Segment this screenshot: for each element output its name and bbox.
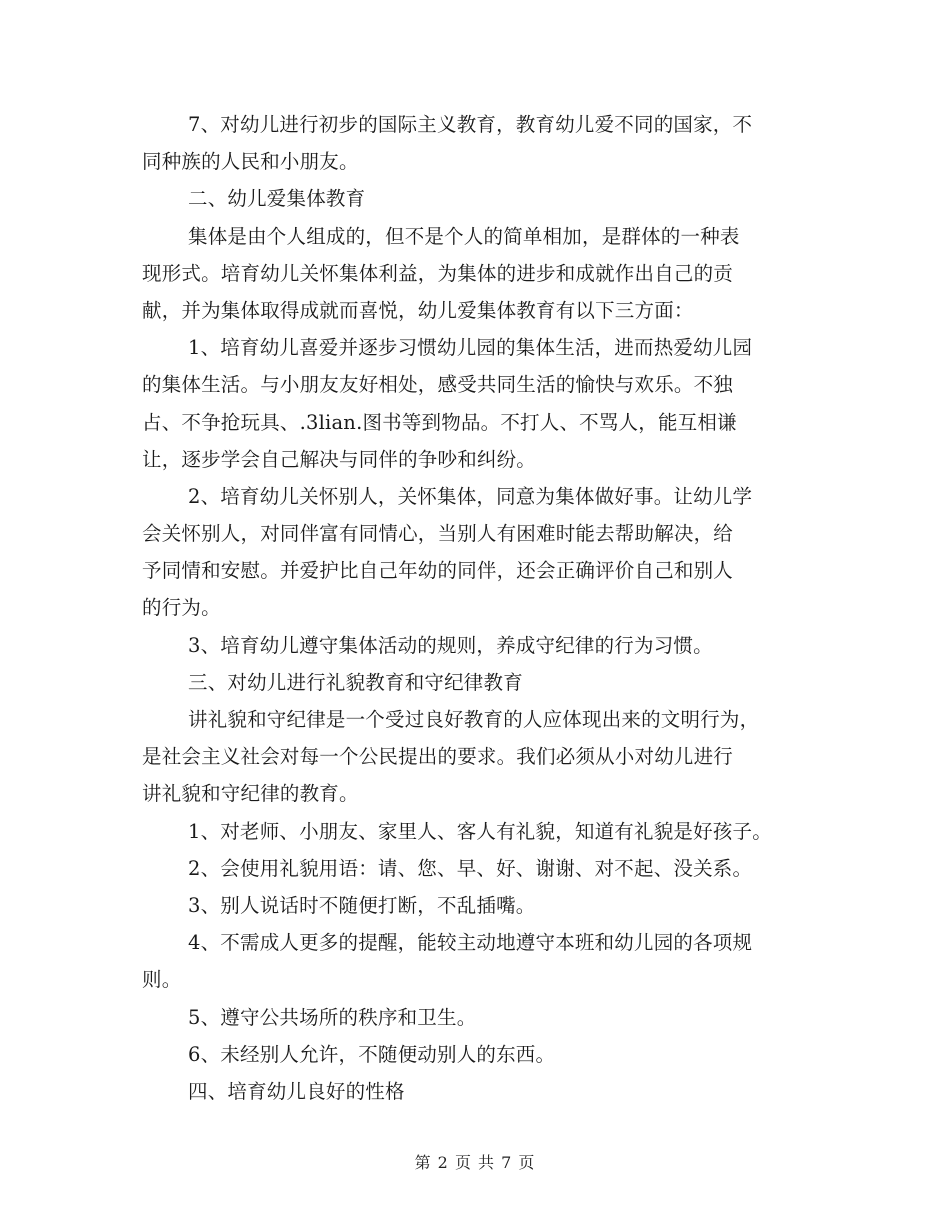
text-line: 二、幼儿爱集体教育: [188, 187, 366, 211]
paragraph: [142, 478, 822, 627]
text-line: 讲礼貌和守纪律的教育。: [142, 782, 359, 806]
paragraph: [142, 329, 822, 478]
text-line: 5、遵守公共场所的秩序和卫生。: [188, 1005, 477, 1029]
text-line: 2、培育幼儿关怀别人，关怀集体，同意为集体做好事。让幼儿学: [188, 484, 753, 508]
text-line: 6、未经别人允许，不随便动别人的东西。: [188, 1042, 556, 1066]
text-line: 予同情和安慰。并爱护比自己年幼的同伴，还会正确评价自己和别人: [142, 559, 734, 583]
text-line: 1、对老师、小朋友、家里人、客人有礼貌，知道有礼貌是好孩子。: [188, 819, 772, 843]
paragraph: [142, 218, 822, 330]
text-line: 的行为。: [142, 596, 221, 620]
text-line: 的集体生活。与小朋友友好相处，感受共同生活的愉快与欢乐。不独: [142, 373, 734, 397]
paragraph: [142, 887, 822, 924]
text-line: 讲礼貌和守纪律是一个受过良好教育的人应体现出来的文明行为，: [188, 708, 760, 731]
text-line: 则。: [142, 968, 182, 992]
paragraph: [142, 627, 822, 664]
text-line: 7、对幼儿进行初步的国际主义教育，教育幼儿爱不同的国家，不: [188, 113, 753, 136]
text-line: 三、对幼儿进行礼貌教育和守纪律教育: [188, 670, 523, 694]
text-line: 2、会使用礼貌用语：请、您、早、好、谢谢、对不起、没关系。: [188, 856, 753, 880]
text-line: 同种族的人民和小朋友。: [142, 150, 359, 174]
text-line: 集体是由个人组成的，但不是个人的简单相加，是群体的一种表: [188, 224, 740, 248]
document-body: [142, 106, 822, 1110]
text-line: 让，逐步学会自己解决与同伴的争吵和纠纷。: [142, 447, 537, 471]
text-line: 3、别人说话时不随便打断，不乱插嘴。: [188, 893, 536, 917]
text-line: 3、培育幼儿遵守集体活动的规则，养成守纪律的行为习惯。: [188, 633, 713, 657]
section-heading: [142, 180, 822, 217]
text-line: 是社会主义社会对每一个公民提出的要求。我们必须从小对幼儿进行: [142, 745, 734, 769]
text-line: 四、培育幼儿良好的性格: [188, 1079, 405, 1103]
text-line: 占、不争抢玩具、.3lian.图书等到物品。不打人、不骂人，能互相谦: [142, 410, 737, 434]
text-line: 1、培育幼儿喜爱并逐步习惯幼儿园的集体生活，进而热爱幼儿园: [188, 336, 753, 360]
text-line: 会关怀别人，对同伴富有同情心，当别人有困难时能去帮助解决，给: [142, 522, 734, 546]
paragraph: [142, 106, 822, 180]
paragraph: [142, 701, 822, 813]
paragraph: [142, 850, 822, 887]
paragraph: [142, 924, 822, 998]
text-line: 4、不需成人更多的提醒，能较主动地遵守本班和幼儿园的各项规: [188, 931, 753, 955]
paragraph: [142, 999, 822, 1036]
paragraph: [142, 813, 822, 850]
page-number-footer: 第 2 页 共 7 页: [414, 1153, 536, 1172]
paragraph: [142, 1036, 822, 1073]
section-heading: [142, 664, 822, 701]
section-heading: [142, 1073, 822, 1110]
text-line: 献，并为集体取得成就而喜悦，幼儿爱集体教育有以下三方面：: [142, 298, 694, 322]
text-line: 现形式。培育幼儿关怀集体利益，为集体的进步和成就作出自己的贡: [142, 261, 734, 285]
